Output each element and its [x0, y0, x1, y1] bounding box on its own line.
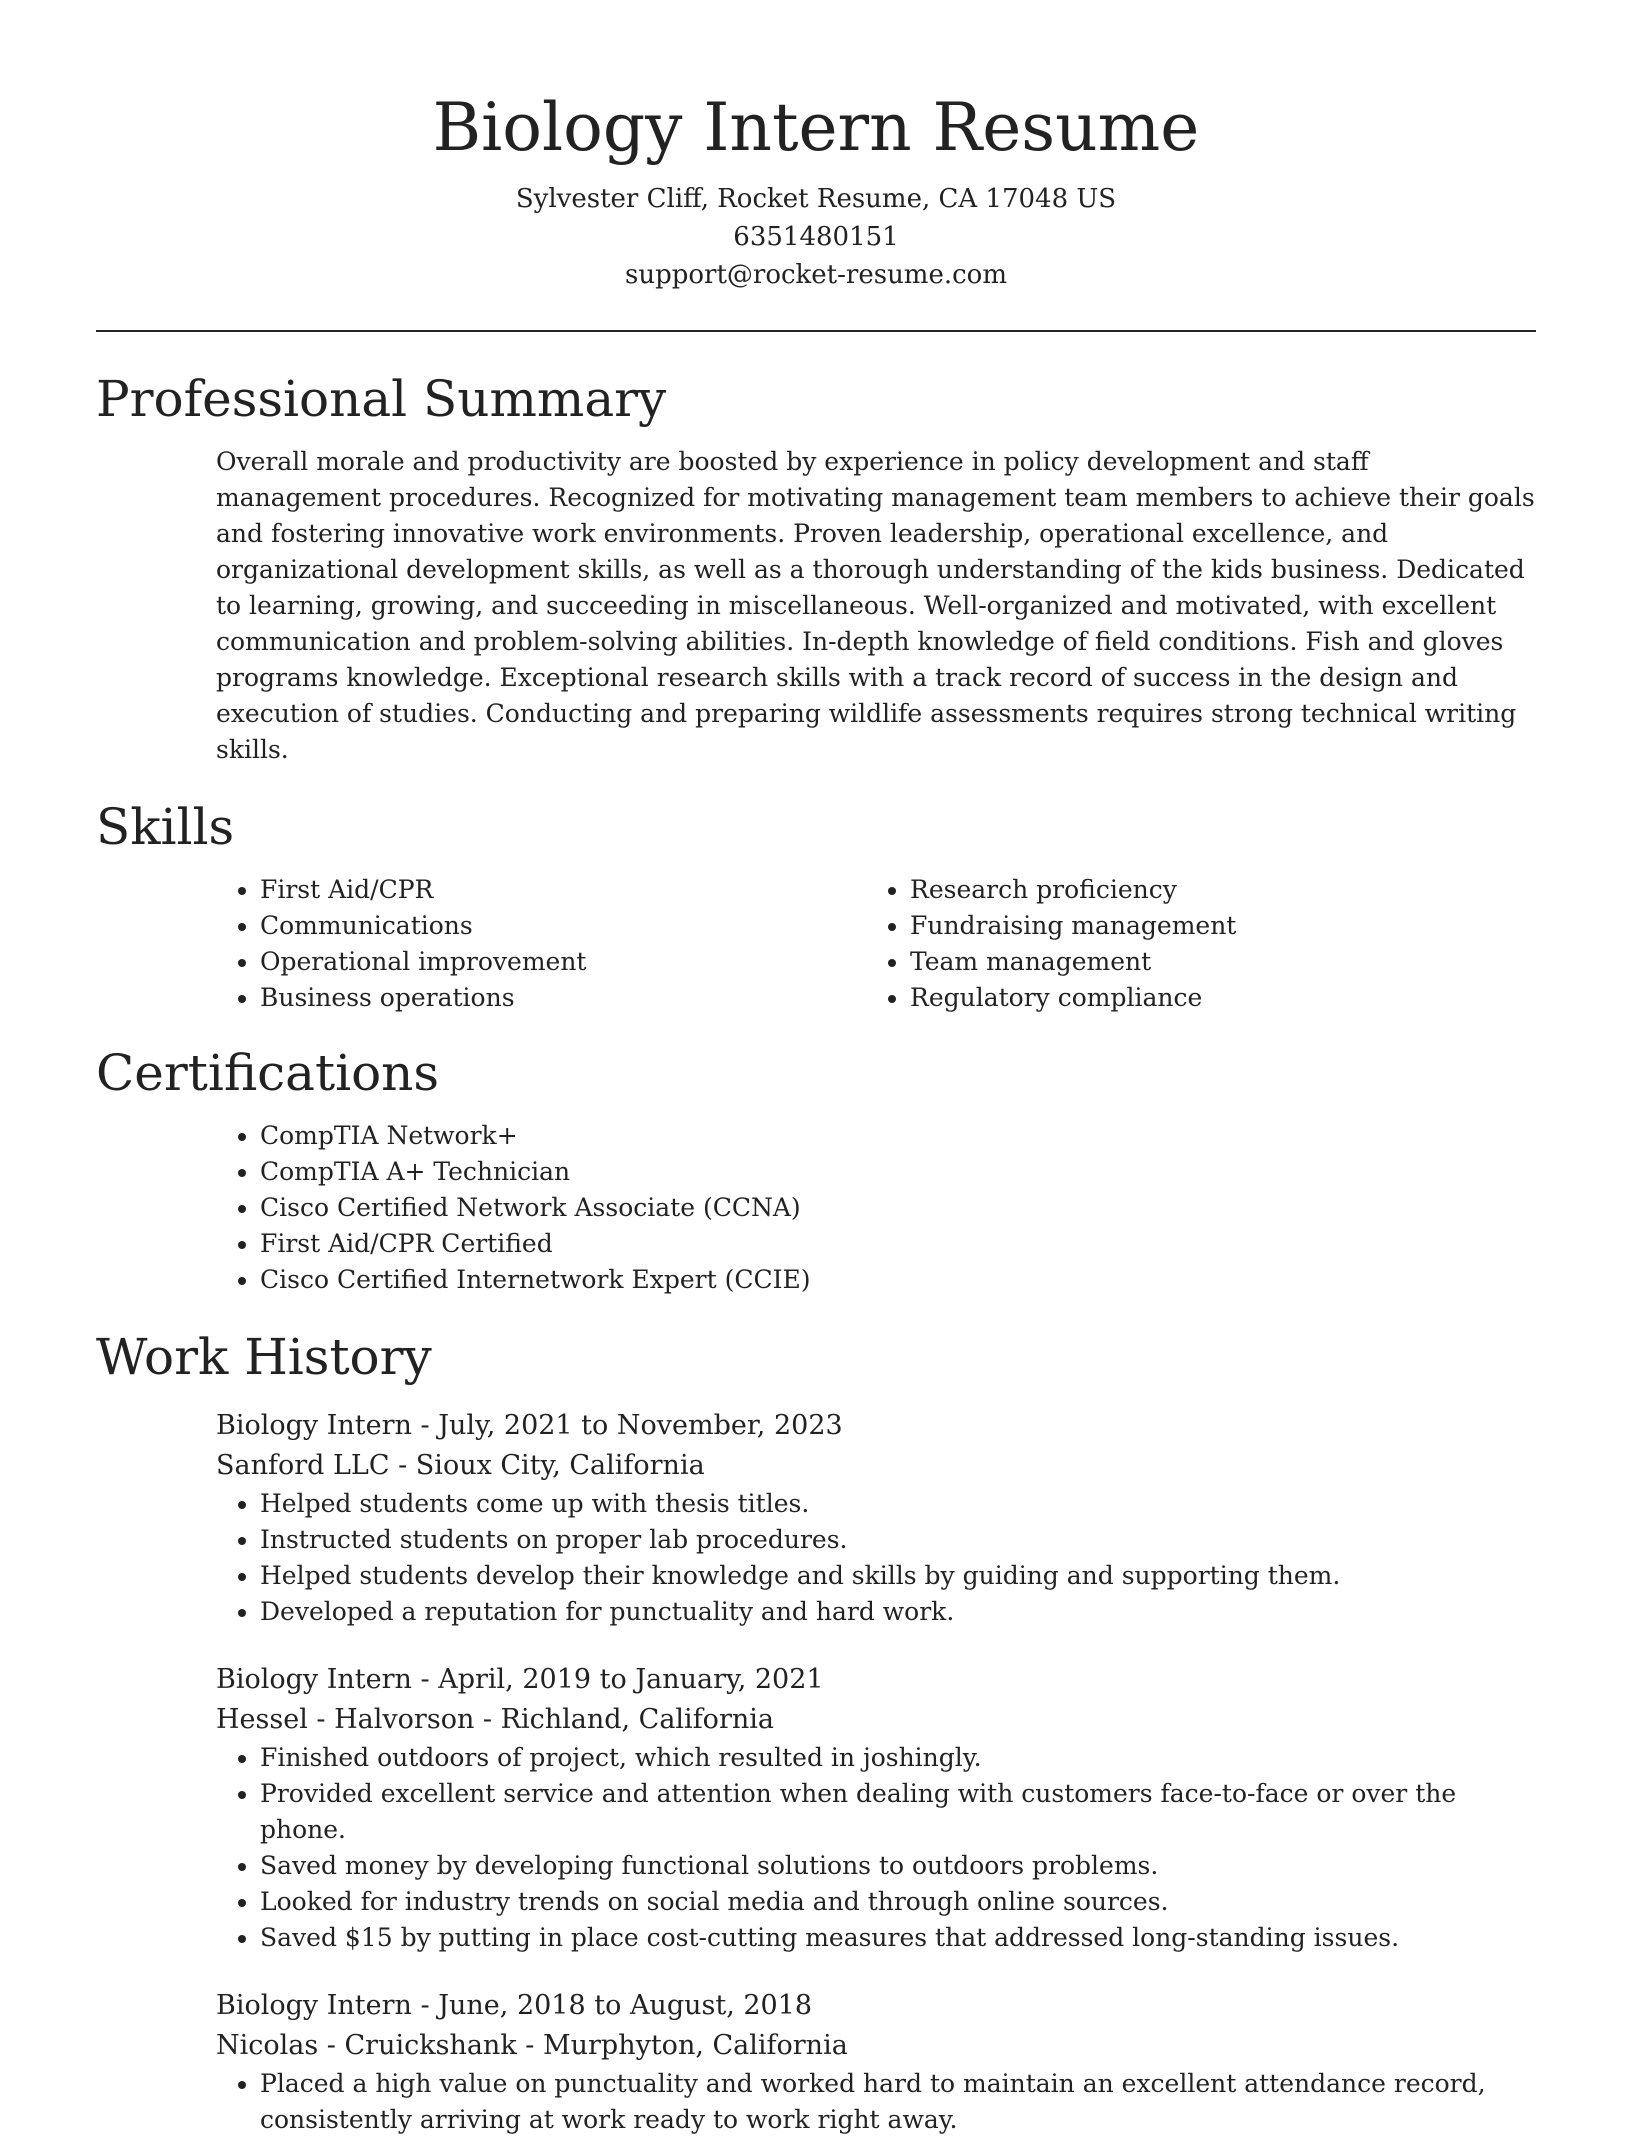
job-entry	[216, 1406, 1536, 1630]
job-bullet: • Saved $15 by putting in place cost-cutting measures that addressed long-standing issues.	[260, 1920, 1536, 1956]
certifications-list	[216, 1118, 1536, 1298]
resume-header	[96, 0, 1536, 294]
skill-item: • Business operations	[260, 980, 866, 1016]
job-bullet: • Provided excellent service and attention when dealing with customers face-to-face or over the phone.	[260, 1776, 1536, 1848]
skill-item: • Communications	[260, 908, 866, 944]
skill-item: • Regulatory compliance	[910, 980, 1516, 1016]
contact-email: support@rocket-resume.com	[624, 260, 1007, 290]
certifications-bullets	[216, 1118, 1536, 1298]
skills-column-left	[216, 872, 866, 1016]
certification-item: • Cisco Certified Network Associate (CCNA)	[260, 1190, 1536, 1226]
header-divider	[96, 330, 1536, 332]
certification-item: • Cisco Certified Internetwork Expert (CCIE)	[260, 1262, 1536, 1298]
job-entry	[216, 1986, 1536, 2138]
certification-item: • CompTIA A+ Technician	[260, 1154, 1536, 1190]
job-employer: Hessel - Halvorson - Richland, California	[216, 1704, 774, 1735]
job-bullets	[216, 1740, 1536, 1956]
job-bullet: • Helped students develop their knowledge and skills by guiding and supporting them.	[260, 1558, 1536, 1594]
skill-item: • Team management	[910, 944, 1516, 980]
job-title-dates: Biology Intern - April, 2019 to January, 2021	[216, 1664, 824, 1695]
skills-heading: Skills	[96, 798, 235, 856]
job-bullet: • Developed a reputation for punctuality and hard work.	[260, 1594, 1536, 1630]
job-bullet: • Looked for industry trends on social media and through online sources.	[260, 1884, 1536, 1920]
contact-address: Sylvester Cliff, Rocket Resume, CA 17048 US	[515, 184, 1117, 214]
contact-phone: 6351480151	[733, 222, 899, 252]
job-title-dates: Biology Intern - July, 2021 to November, 2023	[216, 1410, 843, 1441]
job-bullet: • Helped students come up with thesis titles.	[260, 1486, 1536, 1522]
summary-heading: Professional Summary	[96, 370, 667, 428]
skills-grid	[216, 872, 1536, 1016]
job-employer: Sanford LLC - Sioux City, California	[216, 1450, 705, 1481]
job-bullet: • Saved money by developing functional solutions to outdoors problems.	[260, 1848, 1536, 1884]
job-entry	[216, 1660, 1536, 1956]
skills-list-left	[216, 872, 866, 1016]
job-title-dates: Biology Intern - June, 2018 to August, 2018	[216, 1990, 813, 2021]
certification-item: • First Aid/CPR Certified	[260, 1226, 1536, 1262]
job-bullets	[216, 1486, 1536, 1630]
job-bullets	[216, 2066, 1536, 2138]
skill-item: • Fundraising management	[910, 908, 1516, 944]
skill-item: • First Aid/CPR	[260, 872, 866, 908]
job-bullet: • Placed a high value on punctuality and worked hard to maintain an excellent attendance record, consistently arriving at work ready to work right away.	[260, 2066, 1536, 2138]
job-bullet: • Finished outdoors of project, which resulted in joshingly.	[260, 1740, 1536, 1776]
job-bullet: • Instructed students on proper lab procedures.	[260, 1522, 1536, 1558]
skill-item: • Research proficiency	[910, 872, 1516, 908]
skill-item: • Operational improvement	[260, 944, 866, 980]
certifications-heading: Certifications	[96, 1044, 440, 1102]
resume-title: Biology Intern Resume	[432, 89, 1200, 166]
work-history-heading: Work History	[96, 1328, 432, 1386]
job-employer: Nicolas - Cruickshank - Murphyton, California	[216, 2030, 848, 2061]
summary-text: Overall morale and productivity are boosted by experience in policy development and staff management procedures. Recognized for motivating management team members to achieve their goals and fostering innovative work environments. Proven leadership, operational excellence, and organizational development skills, as well as a thorough understanding of the kids business. Dedicated to learning, growing, and succeeding in miscellaneous. Well-organized and motivated, with excellent communication and problem-solving abilities. In-depth knowledge of field conditions. Fish and gloves programs knowledge. Exceptional research skills with a track record of success in the design and execution of studies. Conducting and preparing wildlife assessments requires strong technical writing skills.	[216, 447, 1535, 764]
certification-item: • CompTIA Network+	[260, 1118, 1536, 1154]
skills-column-right	[866, 872, 1516, 1016]
resume-page	[96, 0, 1536, 2138]
skills-list-right	[866, 872, 1516, 1016]
